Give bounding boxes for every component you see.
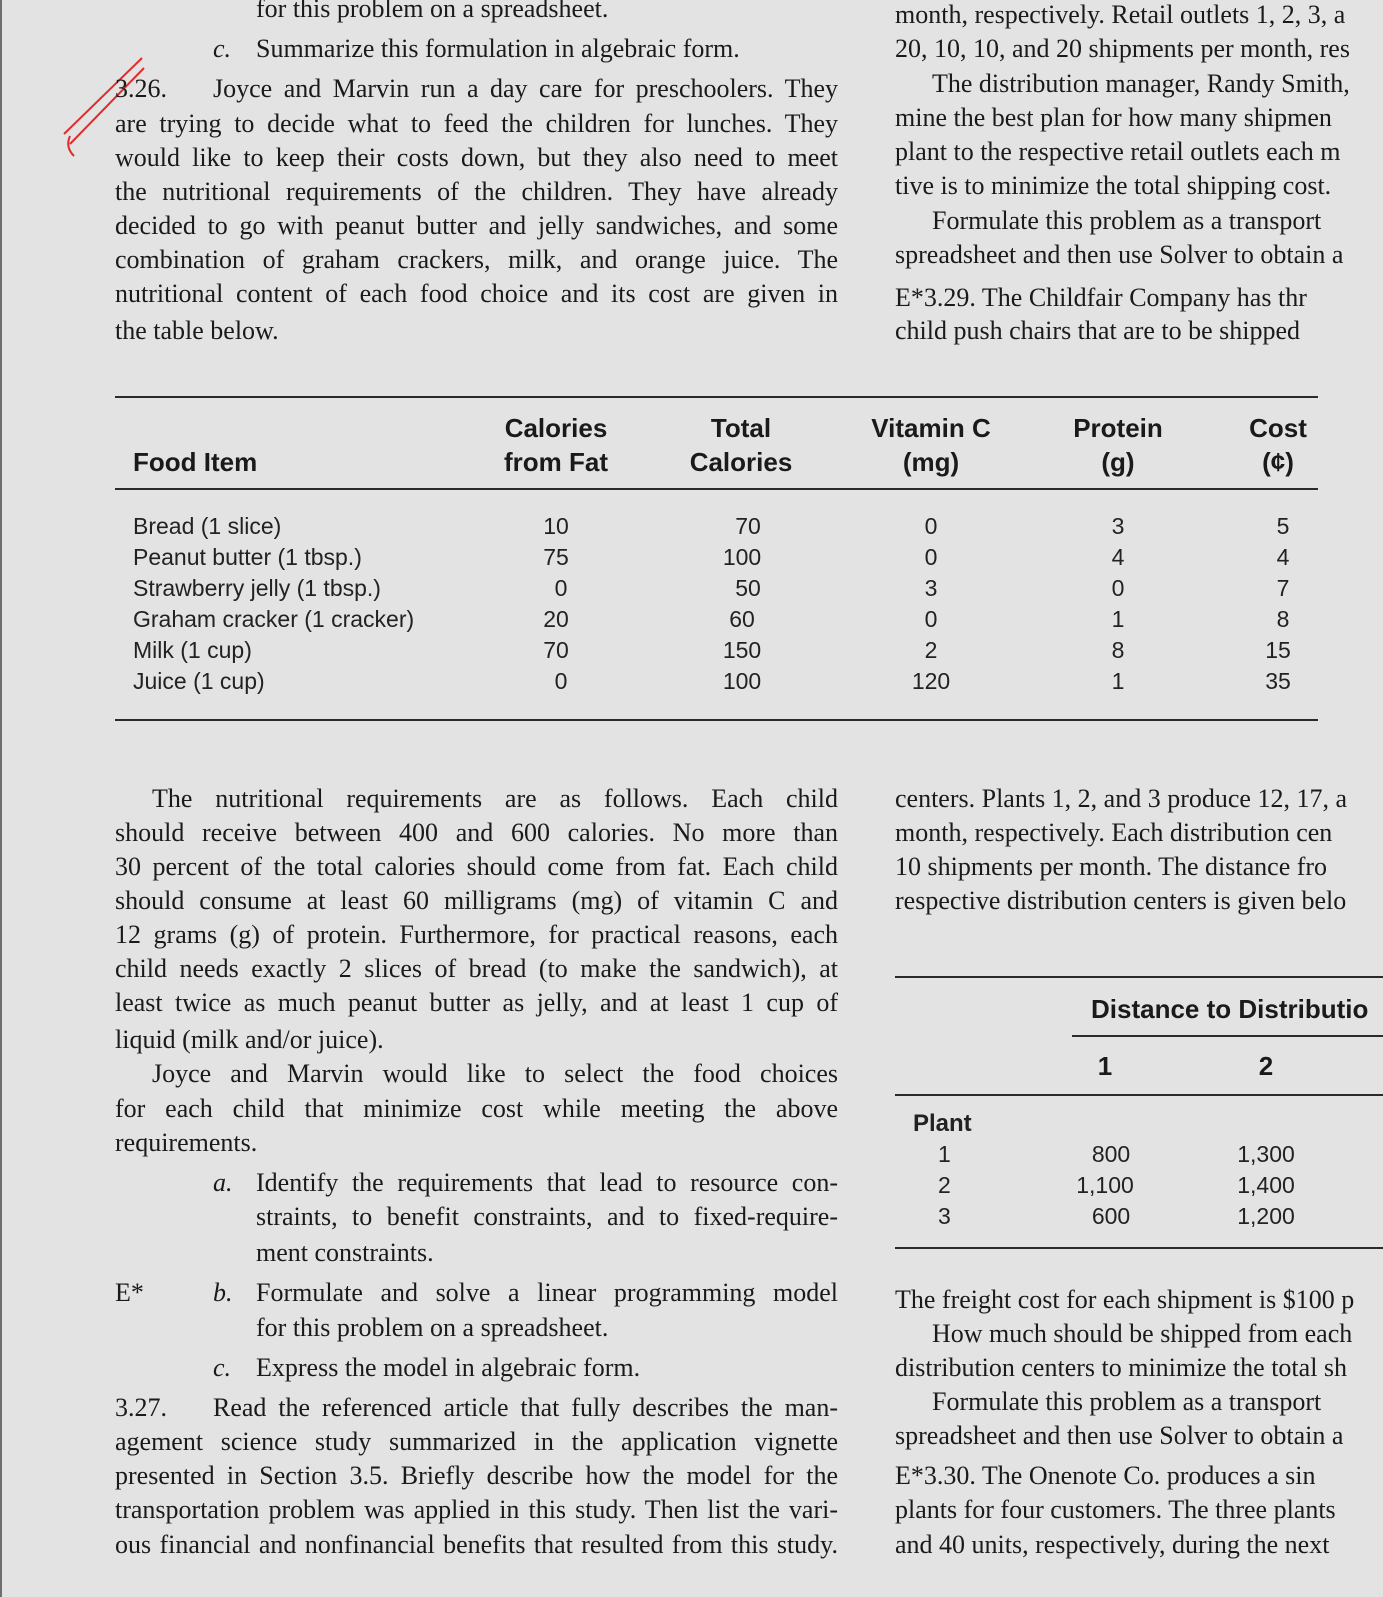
page-edge <box>0 0 2 1597</box>
right-text-line: Formulate this problem as a transport <box>932 206 1322 235</box>
table-top-rule <box>115 396 1318 398</box>
dist-title: Distance to Distributio <box>1091 994 1369 1024</box>
requirements-line: 12 grams (g) of protein. Furthermore, for practical reasons, each <box>115 920 838 949</box>
header-cost: Cost (¢) <box>1249 413 1307 477</box>
right-text-line: The freight cost for each shipment is $100 p <box>895 1285 1355 1314</box>
right-text-line: centers. Plants 1, 2, and 3 produce 12, 17, a <box>895 784 1348 813</box>
right-text-line: distribution centers to minimize the total sh <box>895 1353 1348 1382</box>
right-text-line: The distribution manager, Randy Smith, <box>932 69 1350 98</box>
problem-text-line: nutritional content of each food choice and its cost are given in <box>115 279 838 308</box>
plant-cell: 2 <box>938 1172 951 1198</box>
item-text-b: for this problem on a spreadsheet. <box>256 1313 609 1342</box>
food-item-cell: Juice (1 cup) <box>133 668 265 694</box>
vitamin-c-cell: 2 <box>924 637 938 663</box>
problem-text-line: Read the referenced article that fully describes the man- <box>213 1393 838 1422</box>
fat-cell: 0 <box>554 668 568 694</box>
protein-cell: 1 <box>1111 668 1125 694</box>
right-text-line: How much should be shipped from each <box>932 1319 1353 1348</box>
cost-cell: 7 <box>1276 575 1290 601</box>
food-item-cell: Bread (1 slice) <box>133 513 282 539</box>
right-text-line: E*3.30. The Onenote Co. produces a sin <box>895 1461 1316 1490</box>
dist-bottom-rule <box>895 1247 1383 1249</box>
header-calories-from-fat: Calories from Fat <box>504 413 608 477</box>
requirements-line: 30 percent of the total calories should come from fat. Each child <box>115 852 838 881</box>
item-label-c: c. <box>213 34 232 63</box>
problem-text-line: transportation problem was applied in this study. Then list the vari- <box>115 1495 838 1524</box>
right-text-line: 10 shipments per month. The distance fro <box>895 852 1328 881</box>
right-text-line: Formulate this problem as a transport <box>932 1387 1322 1416</box>
vitamin-c-cell: 3 <box>924 575 938 601</box>
cost-cell: 5 <box>1276 513 1290 539</box>
cost-cell: 35 <box>1265 668 1291 694</box>
cost-cell: 8 <box>1276 606 1290 632</box>
vitamin-c-cell: 120 <box>911 668 951 694</box>
fat-cell: 0 <box>554 575 568 601</box>
food-item-cell: Strawberry jelly (1 tbsp.) <box>133 575 381 601</box>
item-text-c2: Express the model in algebraic form. <box>256 1353 641 1382</box>
fat-cell: 20 <box>543 606 569 632</box>
problem-number-3-26: 3.26. <box>115 74 167 103</box>
calories-cell: 50 <box>735 575 761 601</box>
table-bottom-rule <box>115 719 1318 721</box>
right-text-line: plants for four customers. The three plants <box>895 1495 1336 1524</box>
requirements-line: requirements. <box>115 1128 258 1157</box>
right-text-line: and 40 units, respectively, during the next <box>895 1530 1330 1559</box>
requirements-line: least twice as much peanut butter as jelly, and at least 1 cup of <box>115 988 838 1017</box>
header-protein: Protein (g) <box>1073 413 1163 477</box>
right-text-line: respective distribution centers is given belo <box>895 886 1347 915</box>
plant-cell: 3 <box>938 1203 951 1229</box>
right-text-line: child push chairs that are to be shipped <box>895 316 1301 345</box>
vitamin-c-cell: 0 <box>924 544 938 570</box>
item-label-a: a. <box>213 1168 233 1197</box>
plant-label: Plant <box>913 1110 972 1137</box>
problem-text-line: the table below. <box>115 316 279 345</box>
fat-cell: 70 <box>543 637 569 663</box>
dist-col-2: 2 <box>1258 1051 1274 1081</box>
fat-cell: 10 <box>543 513 569 539</box>
dist-col-1: 1 <box>1097 1051 1113 1081</box>
vitamin-c-cell: 0 <box>924 513 938 539</box>
requirements-line: should receive between 400 and 600 calories. No more than <box>115 818 838 847</box>
item-text-a: ment constraints. <box>256 1238 434 1267</box>
protein-cell: 4 <box>1111 544 1125 570</box>
problem-text-line: agement science study summarized in the application vignette <box>115 1427 838 1456</box>
calories-cell: 150 <box>722 637 762 663</box>
right-text-line: E*3.29. The Childfair Company has thr <box>895 283 1307 312</box>
cost-cell: 15 <box>1265 637 1291 663</box>
item-label-b: b. <box>213 1278 233 1307</box>
exercise-marker: E* <box>115 1278 144 1307</box>
problem-text-line: presented in Section 3.5. Briefly describe how the model for the <box>115 1461 838 1490</box>
plant-cell: 1 <box>938 1141 951 1167</box>
dist-header-rule <box>895 1094 1383 1096</box>
distance-cell: 1,400 <box>1237 1172 1295 1198</box>
item-text-b: Formulate and solve a linear programming model <box>256 1278 838 1307</box>
text-line: for this problem on a spreadsheet. <box>256 0 609 23</box>
requirements-line: liquid (milk and/or juice). <box>115 1025 384 1054</box>
food-item-cell: Milk (1 cup) <box>133 637 252 663</box>
cost-cell: 4 <box>1276 544 1290 570</box>
protein-cell: 3 <box>1111 513 1125 539</box>
problem-number-3-27: 3.27. <box>115 1393 167 1422</box>
protein-cell: 0 <box>1111 575 1125 601</box>
header-food-item: Food Item <box>133 447 258 477</box>
right-text-line: plant to the respective retail outlets each m <box>895 137 1341 166</box>
header-vitamin-c: Vitamin C (mg) <box>871 413 991 477</box>
header-total-calories: Total Calories <box>689 413 793 477</box>
right-text-line: spreadsheet and then use Solver to obtain a <box>895 240 1344 269</box>
problem-text-line: combination of graham crackers, milk, and orange juice. The <box>115 245 838 274</box>
distance-cell: 1,100 <box>1076 1172 1134 1198</box>
right-text-line: month, respectively. Retail outlets 1, 2, 3, a <box>895 0 1346 29</box>
item-text-c: Summarize this formulation in algebraic form. <box>256 34 740 63</box>
distance-cell: 1,300 <box>1237 1141 1295 1167</box>
calories-cell: 70 <box>735 513 761 539</box>
calories-cell: 100 <box>722 668 762 694</box>
requirements-line: should consume at least 60 milligrams (mg) of vitamin C and <box>115 886 838 915</box>
problem-text-line: are trying to decide what to feed the children for lunches. They <box>115 109 838 138</box>
item-label-c2: c. <box>213 1353 232 1382</box>
requirements-line: Joyce and Marvin would like to select the food choices <box>152 1059 838 1088</box>
problem-text-line: ous financial and nonfinancial benefits that resulted from this study. <box>115 1530 838 1559</box>
requirements-line: child needs exactly 2 slices of bread (to make the sandwich), at <box>115 954 838 983</box>
distance-cell: 1,200 <box>1237 1203 1295 1229</box>
right-text-line: spreadsheet and then use Solver to obtain a <box>895 1421 1344 1450</box>
protein-cell: 8 <box>1111 637 1125 663</box>
food-item-cell: Peanut butter (1 tbsp.) <box>133 544 362 570</box>
distance-cell: 600 <box>1091 1203 1131 1229</box>
problem-text-line: decided to go with peanut butter and jelly sandwiches, and some <box>115 211 838 240</box>
right-text-line: month, respectively. Each distribution cen <box>895 818 1333 847</box>
fat-cell: 75 <box>543 544 569 570</box>
right-text-line: mine the best plan for how many shipmen <box>895 103 1332 132</box>
table-header-rule <box>115 488 1318 490</box>
requirements-line: for each child that minimize cost while meeting the above <box>115 1094 838 1123</box>
calories-cell: 60 <box>729 606 755 632</box>
food-item-cell: Graham cracker (1 cracker) <box>133 606 415 632</box>
item-text-a: straints, to benefit constraints, and to fixed-require- <box>256 1202 838 1231</box>
problem-text-line: would like to keep their costs down, but they also need to meet <box>115 143 838 172</box>
dist-sub-rule <box>1072 1035 1383 1037</box>
calories-cell: 100 <box>722 544 762 570</box>
protein-cell: 1 <box>1111 606 1125 632</box>
problem-text-line: Joyce and Marvin run a day care for preschoolers. They <box>213 74 838 103</box>
dist-top-rule <box>895 976 1383 978</box>
problem-text-line: the nutritional requirements of the children. They have already <box>115 177 838 206</box>
requirements-line: The nutritional requirements are as follows. Each child <box>152 784 838 813</box>
vitamin-c-cell: 0 <box>924 606 938 632</box>
item-text-a: Identify the requirements that lead to resource con- <box>256 1168 838 1197</box>
distance-cell: 800 <box>1091 1141 1131 1167</box>
right-text-line: 20, 10, 10, and 20 shipments per month, res <box>895 34 1350 63</box>
right-text-line: tive is to minimize the total shipping cost. <box>895 171 1332 200</box>
